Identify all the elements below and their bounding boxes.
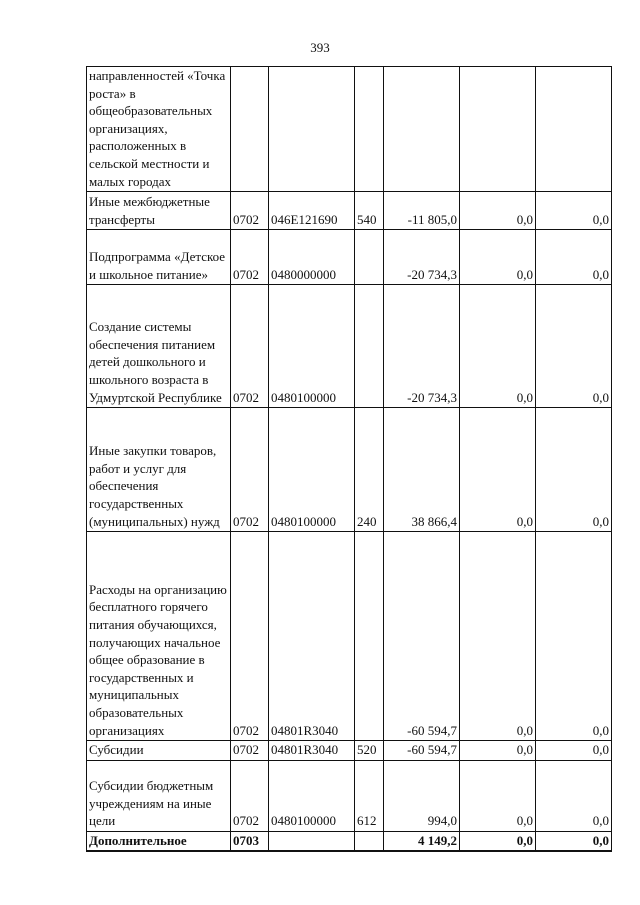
expense-type-code [355,532,384,741]
expense-type-code: 540 [355,192,384,230]
target-article-code: 0480000000 [269,230,355,285]
amount-value: -60 594,7 [384,741,460,761]
table-row [87,532,612,741]
target-article-code: 046E121690 [269,192,355,230]
table-row-section-total [87,831,612,851]
year3-value [536,67,612,192]
razdel-code: 0703 [231,831,269,851]
razdel-code: 0702 [231,230,269,285]
expense-type-code: 520 [355,741,384,761]
expense-type-code [355,285,384,408]
table-row [87,760,612,831]
amount-value: -20 734,3 [384,230,460,285]
expense-type-code: 240 [355,408,384,532]
razdel-code: 0702 [231,285,269,408]
target-article-code: 0480100000 [269,285,355,408]
amount-value: -20 734,3 [384,285,460,408]
year3-value: 0,0 [536,831,612,851]
razdel-code: 0702 [231,192,269,230]
razdel-code: 0702 [231,741,269,761]
year3-value: 0,0 [536,408,612,532]
target-article-code: 04801R3040 [269,741,355,761]
table-row [87,67,612,192]
target-article-code: 04801R3040 [269,532,355,741]
target-article-code [269,831,355,851]
year2-value: 0,0 [460,230,536,285]
year3-value: 0,0 [536,741,612,761]
amount-value: 994,0 [384,760,460,831]
year2-value: 0,0 [460,760,536,831]
year3-value: 0,0 [536,230,612,285]
year3-value: 0,0 [536,285,612,408]
year2-value: 0,0 [460,408,536,532]
year2-value: 0,0 [460,831,536,851]
row-name: Иные закупки товаров, работ и услуг для обеспечения государственных (муниципальных) нужд [87,408,231,532]
page-number: 393 [310,40,330,55]
year2-value: 0,0 [460,285,536,408]
expense-type-code [355,67,384,192]
expense-type-code [355,831,384,851]
razdel-code: 0702 [231,760,269,831]
year2-value: 0,0 [460,532,536,741]
year2-value [460,67,536,192]
amount-value: 4 149,2 [384,831,460,851]
row-name: Иные межбюджетные трансферты [87,192,231,230]
amount-value [384,67,460,192]
year2-value: 0,0 [460,741,536,761]
year2-value: 0,0 [460,192,536,230]
row-name: Субсидии бюджетным учреждениям на иные цели [87,760,231,831]
target-article-code: 0480100000 [269,760,355,831]
table-row [87,408,612,532]
row-name: Дополнительное [87,831,231,851]
table-row [87,285,612,408]
row-name: Расходы на организацию бесплатного горячего питания обучающихся, получающих начальное общее образование в государственных и муниципальных образовательных организациях [87,532,231,741]
row-name: направленностей «Точка роста» в общеобразовательных организациях, расположенных в сельской местности и малых городах [87,67,231,192]
target-article-code [269,67,355,192]
target-article-code: 0480100000 [269,408,355,532]
row-name: Создание системы обеспечения питанием детей дошкольного и школьного возраста в Удмуртской Республике [87,285,231,408]
year3-value: 0,0 [536,192,612,230]
row-name: Подпрограмма «Детское и школьное питание» [87,230,231,285]
budget-table [86,66,612,852]
year3-value: 0,0 [536,760,612,831]
amount-value: -11 805,0 [384,192,460,230]
amount-value: -60 594,7 [384,532,460,741]
expense-type-code [355,230,384,285]
table-row [87,741,612,761]
table-row [87,230,612,285]
year3-value: 0,0 [536,532,612,741]
razdel-code [231,67,269,192]
amount-value: 38 866,4 [384,408,460,532]
razdel-code: 0702 [231,408,269,532]
razdel-code: 0702 [231,532,269,741]
row-name: Субсидии [87,741,231,761]
expense-type-code: 612 [355,760,384,831]
table-row [87,192,612,230]
